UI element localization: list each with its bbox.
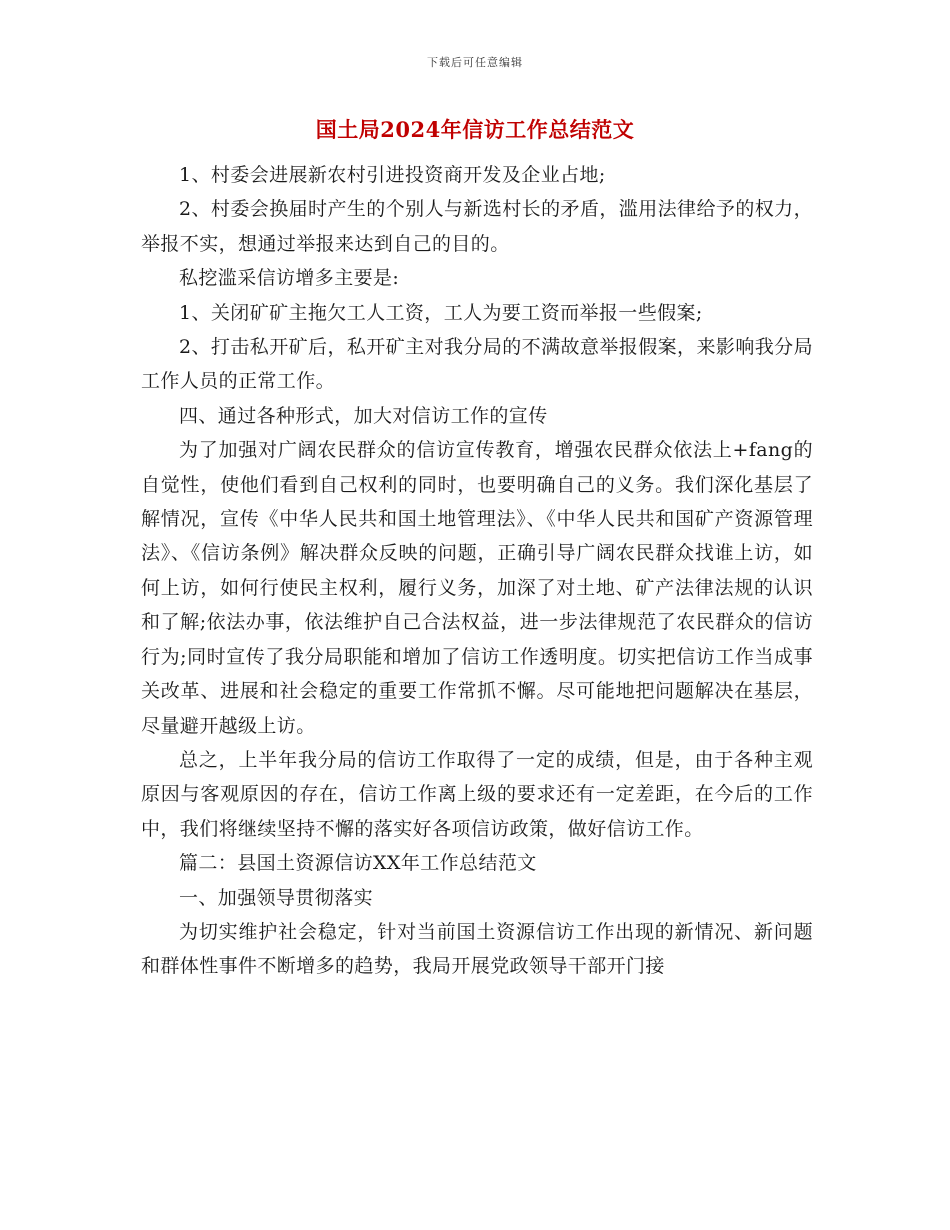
section-heading: 一、加强领导贯彻落实 bbox=[179, 886, 374, 909]
paragraph: 私挖滥采信访增多主要是: bbox=[179, 267, 400, 290]
section-heading: 篇二：县国土资源信访XX年工作总结范文 bbox=[179, 852, 537, 875]
paragraph: 2、打击私开矿后，私开矿主对我分局的不满故意举报假案，来影响我分局工作人员的正常工作。 bbox=[141, 336, 813, 393]
header-note: 下载后可任意编辑 bbox=[427, 56, 523, 69]
paragraph: 为了加强对广阔农民群众的信访宣传教育，增强农民群众依法上+fang的自觉性，使他们看到自己权利的同时，也要明确自己的义务。我们深化基层了解情况，宣传《中华人民共和国土地管理法》、《中华人民共和国矿产资源管理法》、《信访条例》解决群众反映的问题，正确引导广阔农民群众找谁上访，如何上访，如何行使民主权利，履行义务，加深了对土地、矿产法律法规的认识和了解;依法办事，依法维护自己合法权益，进一步法律规范了农民群众的信访行为;同时宣传了我分局职能和增加了信访工作透明度。切实把信访工作当成事关改革、进展和社会稳定的重要工作常抓不懈。尽可能地把问题解决在基层，尽量避开越级上访。 bbox=[141, 439, 813, 737]
paragraph: 为切实维护社会稳定，针对当前国土资源信访工作出现的新情况、新问题和群体性事件不断增多的趋势，我局开展党政领导干部开门接 bbox=[141, 920, 813, 978]
paragraph: 1、村委会进展新农村引进投资商开发及企业占地; bbox=[179, 164, 606, 186]
paragraph: 2、村委会换届时产生的个别人与新选村长的矛盾，滥用法律给予的权力，举报不实，想通过举报来达到自己的目的。 bbox=[141, 198, 813, 255]
paragraph: 1、关闭矿矿主拖欠工人工资，工人为要工资而举报一些假案; bbox=[179, 301, 703, 324]
paragraph: 总之，上半年我分局的信访工作取得了一定的成绩，但是，由于各种主观原因与客观原因的存在，信访工作离上级的要求还有一定差距，在今后的工作中，我们将继续坚持不懈的落实好各项信访政策，做好信访工作。 bbox=[141, 748, 813, 840]
section-heading: 四、通过各种形式，加大对信访工作的宣传 bbox=[179, 404, 548, 427]
document-title: 国土局2024年信访工作总结范文 bbox=[315, 117, 635, 142]
document-body bbox=[141, 158, 813, 984]
